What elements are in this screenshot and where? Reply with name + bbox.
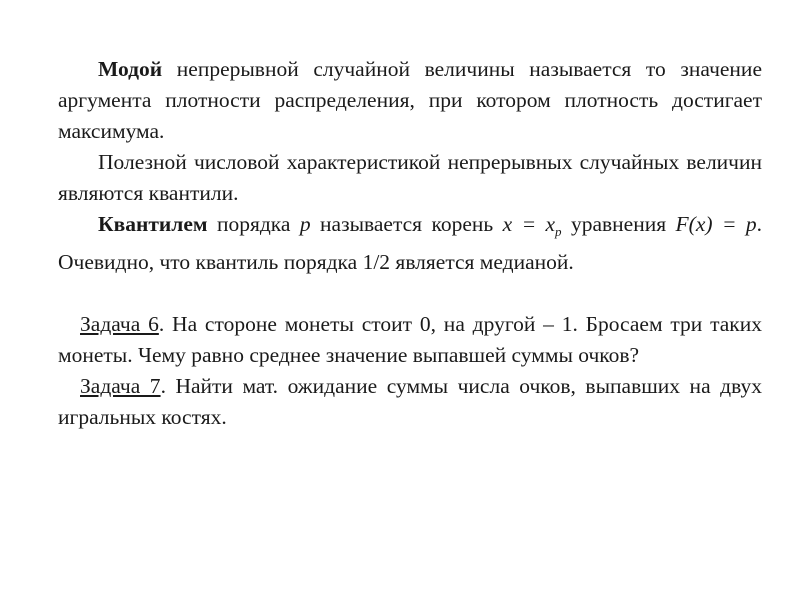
quantile-text-4: . Очевидно, что квантиль порядка 1/2 является медианой.	[58, 212, 762, 274]
paragraph-gap	[58, 278, 762, 309]
equation-subscript: p	[555, 224, 562, 239]
quantile-text-2: называется корень	[310, 212, 503, 236]
mode-definition-paragraph	[58, 54, 762, 147]
mode-definition-text: непрерывной случайной величины называется то значение аргумента плотности распределения, при котором плотность достигает максимума.	[58, 57, 762, 143]
function-f: F	[675, 212, 689, 236]
mode-term: Модой	[98, 57, 163, 81]
quantiles-intro-text: Полезной числовой характеристикой непрерывных случайных величин являются квантили.	[58, 150, 762, 205]
task7-text: . Найти мат. ожидание суммы числа очков, выпавших на двух игральных костях.	[58, 374, 762, 429]
quantile-definition-paragraph	[58, 209, 762, 278]
task7-label: Задача 7	[80, 374, 161, 398]
equation-rhs: = p	[712, 212, 757, 236]
function-argument: (x)	[688, 212, 713, 236]
task6-text: . На стороне монеты стоит 0, на другой – 1. Бросаем три таких монеты. Чему равно среднее значение выпавшей суммы очков?	[58, 312, 762, 367]
quantile-text-1: порядка	[207, 212, 300, 236]
quantiles-intro-paragraph	[58, 147, 762, 209]
equation-lhs: x = x	[502, 212, 556, 236]
quantile-text-3: уравнения	[561, 212, 676, 236]
task6-paragraph	[58, 309, 762, 371]
task6-label: Задача 6	[80, 312, 159, 336]
document-body	[58, 54, 762, 433]
task7-paragraph	[58, 371, 762, 433]
variable-p: p	[299, 212, 311, 236]
quantile-term: Квантилем	[98, 212, 208, 236]
